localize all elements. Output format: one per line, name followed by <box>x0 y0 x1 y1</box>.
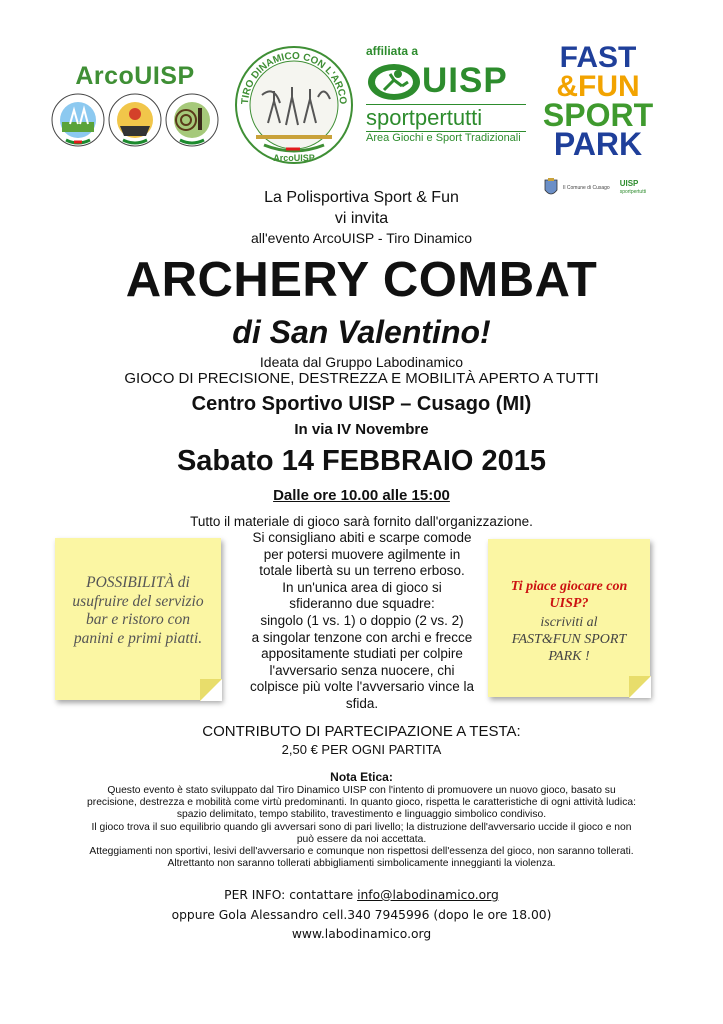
note-right-title <box>492 578 646 612</box>
fast-fun-sport-park-logo <box>538 43 658 165</box>
tiro-dinamico-logo <box>234 45 354 165</box>
rules-line: In un'unica area di gioco si <box>282 579 442 595</box>
contact-prefix: PER INFO: contattare <box>224 888 358 902</box>
invite-line-2: vi invita <box>334 210 389 227</box>
ethics-line: Altrettanto non saranno tollerati abbigliamenti simbolicamente inneggianti la violenza. <box>167 858 556 870</box>
small-uisp-sub: sportpertutti <box>619 189 647 195</box>
venue-line: Centro Sportivo UISP – Cusago (MI) <box>191 393 532 415</box>
rules-line: sfideranno due squadre: <box>289 596 435 612</box>
rules-line: Si consigliano abiti e scarpe comode <box>252 530 472 545</box>
ethics-line: precisione, destrezza e mobilità come virtù predominanti. In quanto gioco, rispetta le caratteristiche di ogni attività ludica: <box>87 797 636 809</box>
contact-line <box>0 888 723 902</box>
note-right-line: iscriviti al <box>540 615 598 630</box>
note-left-line: bar e ristoro con <box>85 611 191 628</box>
note-right-text <box>492 614 646 665</box>
note-right-line: FAST&FUN SPORT <box>511 632 627 647</box>
note-left-line: panini e primi piatti. <box>73 629 203 647</box>
rules-line: per potersi muovere agilmente in <box>263 546 461 562</box>
rules-line: totale libertà su un terreno erboso. <box>259 563 465 579</box>
fee-price: 2,50 € PER OGNI PARTITA <box>281 742 442 757</box>
uisp-runner-icon <box>366 60 422 102</box>
uisp-sportpertutti-text: sportpertutti <box>366 105 483 130</box>
rules-line: a singolar tenzone con archi e frecce <box>251 629 473 645</box>
note-left-line: POSSIBILITÀ di <box>86 574 190 591</box>
ff-fun-text: &FUN <box>556 70 640 103</box>
phone-line: oppure Gola Alessandro cell.340 7945996 (dopo le ore 18.00) <box>171 908 552 922</box>
rules-line: appositamente studiati per colpire <box>261 646 463 662</box>
sticky-note-bar-service <box>55 538 221 700</box>
address-line: In via IV Novembre <box>294 421 429 438</box>
sticky-note-fast-fun <box>488 539 650 697</box>
ethics-line: Questo evento è stato sviluppato dal Tiro Dinamico UISP con l'intento di promuovere un nuovo gioco, basato su <box>107 785 616 796</box>
rules-line: l'avversario senza nuocere, chi <box>269 662 455 678</box>
ff-sport-text: SPORT <box>542 97 654 133</box>
tiro-ring-text: TIRO DINAMICO CON L'ARCO <box>239 50 349 105</box>
rules-line: colpisce più volte l'avversario vince la <box>250 679 474 695</box>
ethics-line: può essere da noi accettata. <box>296 833 427 845</box>
ethics-line: Il gioco trova il suo equilibrio quando gli avversari sono di pari livello; la distruzione dell'avversario uccide il gioco e non <box>91 821 632 833</box>
rules-text <box>228 530 496 713</box>
note-curl <box>200 679 222 701</box>
uisp-sportpertutti-logo <box>366 44 536 164</box>
ff-park-text: PARK <box>553 126 643 162</box>
uisp-affiliata-label: affiliata a <box>366 44 419 58</box>
ff-fast-text: FAST <box>559 41 637 74</box>
rules-line: sfida. <box>345 695 379 711</box>
website-link[interactable]: www.labodinamico.org <box>291 927 432 941</box>
gioco-line: GIOCO DI PRECISIONE, DESTREZZA E MOBILITÀ APERTO A TUTTI <box>124 370 599 387</box>
materiale-line: Tutto il materiale di gioco sarà fornito dall'organizzazione. <box>190 514 533 529</box>
note-right-title-line: UISP? <box>549 596 589 611</box>
main-title: ARCHERY COMBAT <box>125 253 598 307</box>
invite-line-3: all'evento ArcoUISP - Tiro Dinamico <box>250 230 473 246</box>
small-uisp-text: UISP <box>619 179 639 188</box>
tiro-bottom-text: ArcoUISP <box>273 153 315 163</box>
ethics-title: Nota Etica: <box>330 770 393 784</box>
ideata-line: Ideata dal Gruppo Labodinamico <box>259 354 464 370</box>
badge-istintivo-icon <box>166 94 218 146</box>
invite-line-1: La Polisportiva Sport & Fun <box>264 189 459 206</box>
uisp-area-text: Area Giochi e Sport Tradizionali <box>366 132 521 144</box>
arcouisp-badges <box>50 92 220 148</box>
badge-storico-icon <box>109 94 161 146</box>
uisp-word: UISP <box>422 61 508 100</box>
note-left-text <box>61 574 215 648</box>
ethics-line: spazio delimitato, tempo stabilito, travestimento e linguaggio simbolico condiviso. <box>176 809 547 821</box>
rules-line: singolo (1 vs. 1) o doppio (2 vs. 2) <box>260 612 464 628</box>
fee-heading: CONTRIBUTO DI PARTECIPAZIONE A TESTA: <box>202 723 521 740</box>
subtitle: di San Valentino! <box>232 314 491 350</box>
ethics-body <box>60 785 663 870</box>
note-right-title-line: Ti piace giocare con <box>510 579 628 594</box>
note-right-line: PARK ! <box>548 649 590 664</box>
note-curl <box>629 676 651 698</box>
event-date: Sabato 14 FEBBRAIO 2015 <box>176 445 547 477</box>
email-link[interactable]: info@labodinamico.org <box>357 888 499 902</box>
ethics-line: Atteggiamenti non sportivi, lesivi dell'avversario e comunque non rispettosi dell'essenza del gioco, non saranno tollerati. <box>89 846 634 858</box>
note-left-line: usufruire del servizio <box>72 592 204 610</box>
event-time: Dalle ore 10.00 alle 15:00 <box>273 487 450 504</box>
badge-tiro-icon <box>52 94 104 146</box>
arcouisp-logo-title: ArcoUISP <box>75 62 195 90</box>
comune-text: Il Comune di Cusago <box>563 185 610 191</box>
